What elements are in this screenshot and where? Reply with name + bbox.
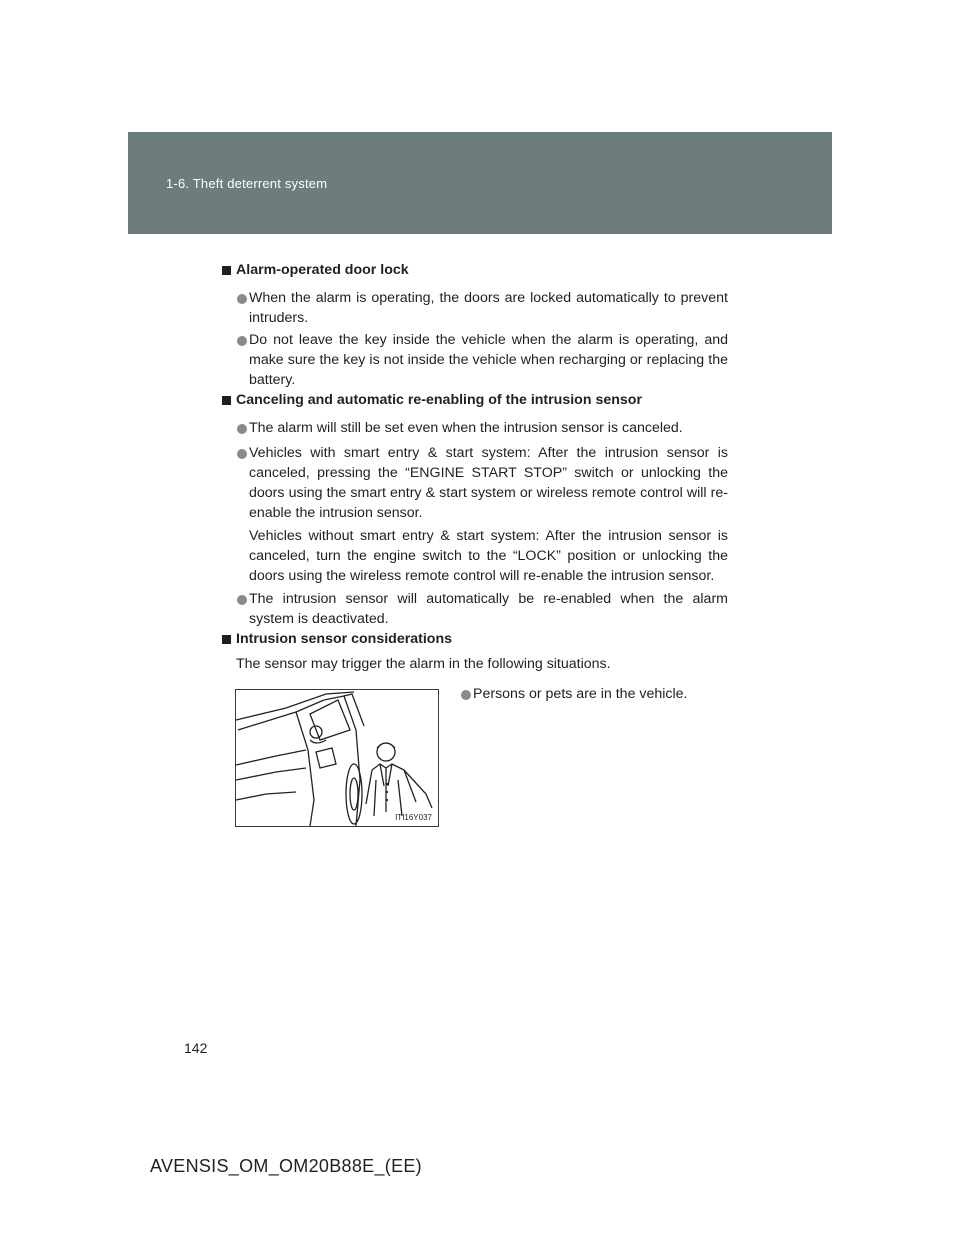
square-bullet-icon bbox=[222, 266, 231, 275]
bullet-text: The alarm will still be set even when the intrusion sensor is canceled. bbox=[249, 420, 683, 436]
bullet-text: Do not leave the key inside the vehicle when the alarm is operating, and make sure the key is not inside the vehicle when recharging or replacing the battery. bbox=[249, 332, 728, 388]
bullet-text: When the alarm is operating, the doors are locked automatically to prevent intruders. bbox=[249, 290, 728, 326]
square-bullet-icon bbox=[222, 396, 231, 405]
bullet-text: Persons or pets are in the vehicle. bbox=[473, 686, 688, 702]
bullet-text: The intrusion sensor will automatically be re-enabled when the alarm system is deactivated. bbox=[249, 591, 728, 627]
square-bullet-icon bbox=[222, 635, 231, 644]
round-bullet-icon bbox=[237, 449, 247, 459]
round-bullet-icon bbox=[237, 294, 247, 304]
car-occupant-illustration bbox=[235, 689, 439, 827]
illustration-code: ITI16Y037 bbox=[395, 813, 432, 822]
section-heading-door-lock: Alarm-operated door lock bbox=[236, 262, 409, 278]
bullet-text: Vehicles with smart entry & start system: After the intrusion sensor is canceled, pressing the “ENGINE START STOP” switch or unlocking the doors using the smart entry & start system or wireless remote control will re-enable the intrusion sensor. bbox=[249, 445, 728, 521]
section-header-band bbox=[128, 132, 832, 234]
round-bullet-icon bbox=[237, 336, 247, 346]
footer-doc-code: AVENSIS_OM_OM20B88E_(EE) bbox=[150, 1156, 422, 1176]
round-bullet-icon bbox=[237, 595, 247, 605]
section-title: 1-6. Theft deterrent system bbox=[166, 176, 328, 191]
round-bullet-icon bbox=[461, 690, 471, 700]
section-heading-intrusion-reenable: Canceling and automatic re-enabling of the intrusion sensor bbox=[236, 392, 642, 408]
page-number: 142 bbox=[184, 1040, 208, 1056]
continuation-text: Vehicles without smart entry & start system: After the intrusion sensor is canceled, turn the engine switch to the “LOCK” position or unlocking the doors using the wireless remote control will re-enable the intrusion sensor. bbox=[249, 528, 728, 584]
car-with-person-drawing bbox=[236, 690, 438, 826]
section-heading-sensor-considerations: Intrusion sensor considerations bbox=[236, 631, 453, 647]
round-bullet-icon bbox=[237, 424, 247, 434]
intro-text: The sensor may trigger the alarm in the following situations. bbox=[236, 656, 611, 672]
